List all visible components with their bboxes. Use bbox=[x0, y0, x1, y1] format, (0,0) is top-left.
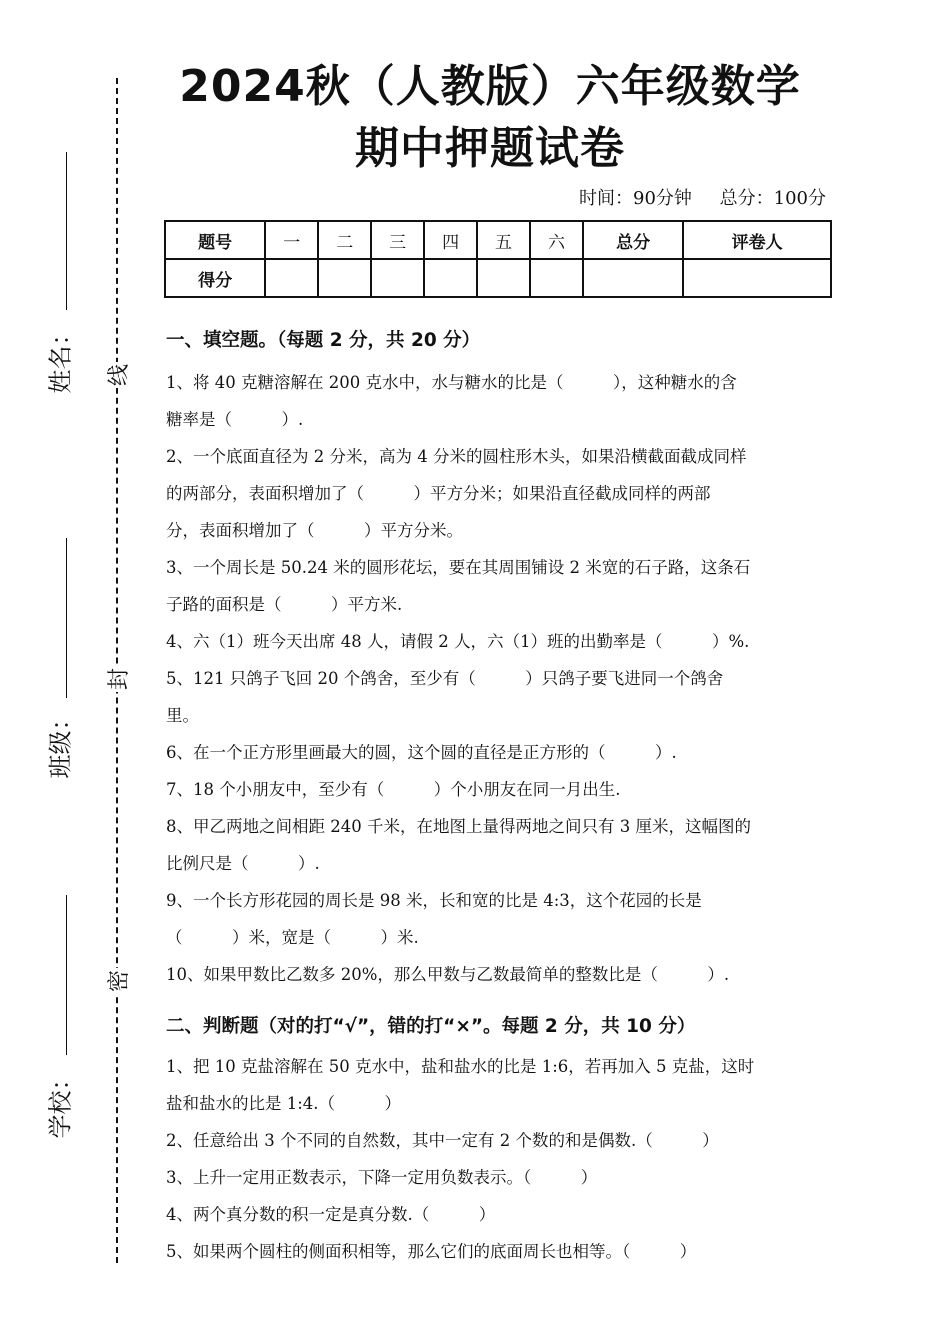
question-line: 里。 bbox=[166, 706, 199, 725]
exam-total: 总分：100分 bbox=[719, 188, 826, 209]
score-header-cell: 三 bbox=[371, 221, 424, 259]
question-line: 4、六（1）班今天出席 48 人，请假 2 人，六（1）班的出勤率是（ ）%. bbox=[166, 632, 750, 651]
question-line: 10、如果甲数比乙数多 20%，那么甲数与乙数最简单的整数比是（ ）. bbox=[166, 965, 730, 984]
section-true-false-questions bbox=[166, 1048, 830, 1270]
school-underline bbox=[66, 895, 67, 1055]
question-line: 4、两个真分数的积一定是真分数.（ ） bbox=[166, 1205, 496, 1224]
score-header-cell: 五 bbox=[477, 221, 530, 259]
score-table bbox=[164, 220, 832, 298]
score-header-cell: 评卷人 bbox=[683, 221, 831, 259]
score-header-cell: 题号 bbox=[165, 221, 265, 259]
question-line: 3、一个周长是 50.24 米的圆形花坛，要在其周围铺设 2 米宽的石子路，这条石 bbox=[166, 558, 751, 577]
question-line: 6、在一个正方形里画最大的圆，这个圆的直径是正方形的（ ）. bbox=[166, 743, 677, 762]
score-cell[interactable] bbox=[477, 259, 530, 297]
section-fill-blank-questions bbox=[166, 364, 830, 993]
seal-char-seal: 封 bbox=[102, 666, 132, 692]
score-header-cell: 六 bbox=[530, 221, 583, 259]
class-label: 班级： bbox=[46, 706, 75, 779]
page-subtitle: 期中押题试卷 bbox=[355, 123, 625, 174]
school-label: 学校： bbox=[46, 1066, 75, 1139]
question-line: 2、一个底面直径为 2 分米，高为 4 分米的圆柱形木头，如果沿横截面截成同样 bbox=[166, 447, 747, 466]
question-line: （ ）米，宽是（ ）米. bbox=[166, 928, 419, 947]
class-underline bbox=[66, 538, 67, 698]
question-line: 糖率是（ ）. bbox=[166, 410, 304, 429]
score-cell[interactable] bbox=[424, 259, 477, 297]
section-fill-blank-heading: 一、填空题。（每题 2 分，共 20 分） bbox=[166, 330, 481, 351]
question-line: 5、如果两个圆柱的侧面积相等，那么它们的底面周长也相等。（ ） bbox=[166, 1242, 697, 1261]
exam-meta bbox=[557, 184, 826, 210]
score-header-cell: 总分 bbox=[583, 221, 683, 259]
name-underline bbox=[66, 152, 67, 310]
score-header-cell: 二 bbox=[318, 221, 371, 259]
question-line: 8、甲乙两地之间相距 240 千米，在地图上量得两地之间只有 3 厘米，这幅图的 bbox=[166, 817, 751, 836]
question-line: 1、把 10 克盐溶解在 50 克水中，盐和盐水的比是 1:6，若再加入 5 克盐，这时 bbox=[166, 1057, 755, 1076]
score-row-label: 得分 bbox=[165, 259, 265, 297]
question-line: 分，表面积增加了（ ）平方分米。 bbox=[166, 521, 463, 540]
name-label: 姓名： bbox=[46, 321, 75, 394]
question-line: 子路的面积是（ ）平方米. bbox=[166, 595, 403, 614]
score-cell[interactable] bbox=[683, 259, 831, 297]
question-line: 比例尺是（ ）. bbox=[166, 854, 320, 873]
score-header-cell: 一 bbox=[265, 221, 318, 259]
seal-char-secret: 密 bbox=[102, 968, 132, 994]
score-cell[interactable] bbox=[371, 259, 424, 297]
question-line: 5、121 只鸽子飞回 20 个鸽舍，至少有（ ）只鸽子要飞进同一个鸽舍 bbox=[166, 669, 724, 688]
question-line: 盐和盐水的比是 1:4.（ ） bbox=[166, 1094, 402, 1113]
score-table-header-row bbox=[165, 221, 831, 259]
page-title: 2024秋（人教版）六年级数学 bbox=[179, 61, 801, 112]
seal-char-line: 线 bbox=[102, 362, 132, 388]
score-cell[interactable] bbox=[265, 259, 318, 297]
score-cell[interactable] bbox=[583, 259, 683, 297]
question-line: 1、将 40 克糖溶解在 200 克水中，水与糖水的比是（ ），这种糖水的含 bbox=[166, 373, 737, 392]
score-header-cell: 四 bbox=[424, 221, 477, 259]
question-line: 2、任意给出 3 个不同的自然数，其中一定有 2 个数的和是偶数.（ ） bbox=[166, 1131, 719, 1150]
question-line: 9、一个长方形花园的周长是 98 米，长和宽的比是 4:3，这个花园的长是 bbox=[166, 891, 702, 910]
score-cell[interactable] bbox=[318, 259, 371, 297]
question-line: 7、18 个小朋友中，至少有（ ）个小朋友在同一月出生. bbox=[166, 780, 621, 799]
question-line: 3、上升一定用正数表示，下降一定用负数表示。（ ） bbox=[166, 1168, 598, 1187]
score-cell[interactable] bbox=[530, 259, 583, 297]
section-true-false-heading: 二、判断题（对的打“√”，错的打“×”。每题 2 分，共 10 分） bbox=[166, 1016, 696, 1037]
question-line: 的两部分，表面积增加了（ ）平方分米；如果沿直径截成同样的两部 bbox=[166, 484, 711, 503]
exam-time: 时间：90分钟 bbox=[579, 188, 692, 209]
score-table-score-row bbox=[165, 259, 831, 297]
